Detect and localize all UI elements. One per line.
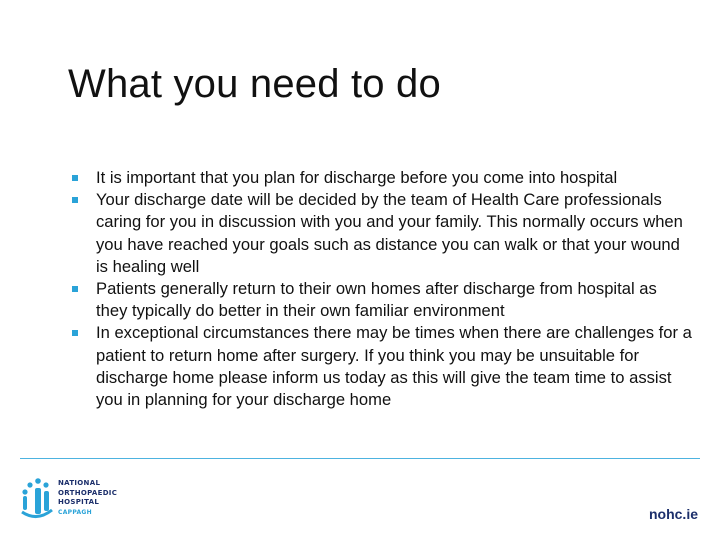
bullet-list: [72, 167, 692, 411]
bullet-item: [72, 167, 692, 189]
slide-title: What you need to do: [68, 62, 441, 106]
logo-line-1: NATIONAL: [58, 479, 101, 487]
bullet-item: [72, 278, 692, 322]
bullet-text: In exceptional circumstances there may be times when there are challenges for a patient to return home after surgery. If you think you may be unsuitable for discharge home please inform us today as this will give the team time to assist you in planning for your discharge home: [96, 323, 692, 410]
hospital-logo-text: [58, 479, 144, 517]
hospital-logo-icon: [20, 476, 54, 524]
bullet-text: Patients generally return to their own homes after discharge from hospital as they typically do better in their own familiar environment: [96, 279, 657, 321]
logo-subline: CAPPAGH: [58, 508, 92, 516]
bullet-text: Your discharge date will be decided by the team of Health Care professionals caring for you in discussion with you and your family. This normally occurs when you have reached your goals such as distance you can walk or that your wound is healing well: [96, 190, 683, 276]
square-bullet-icon: [72, 197, 78, 203]
website-link[interactable]: nohc.ie: [648, 506, 698, 522]
square-bullet-icon: [72, 286, 78, 292]
bullet-item: [72, 322, 692, 411]
bullet-item: [72, 189, 692, 278]
footer-divider: [20, 458, 700, 459]
square-bullet-icon: [72, 175, 78, 181]
square-bullet-icon: [72, 330, 78, 336]
logo-line-2: ORTHOPAEDIC: [58, 488, 118, 497]
hospital-logo: [20, 476, 140, 524]
logo-line-3: HOSPITAL: [58, 498, 100, 507]
bullet-text: It is important that you plan for discharge before you come into hospital: [96, 168, 618, 187]
